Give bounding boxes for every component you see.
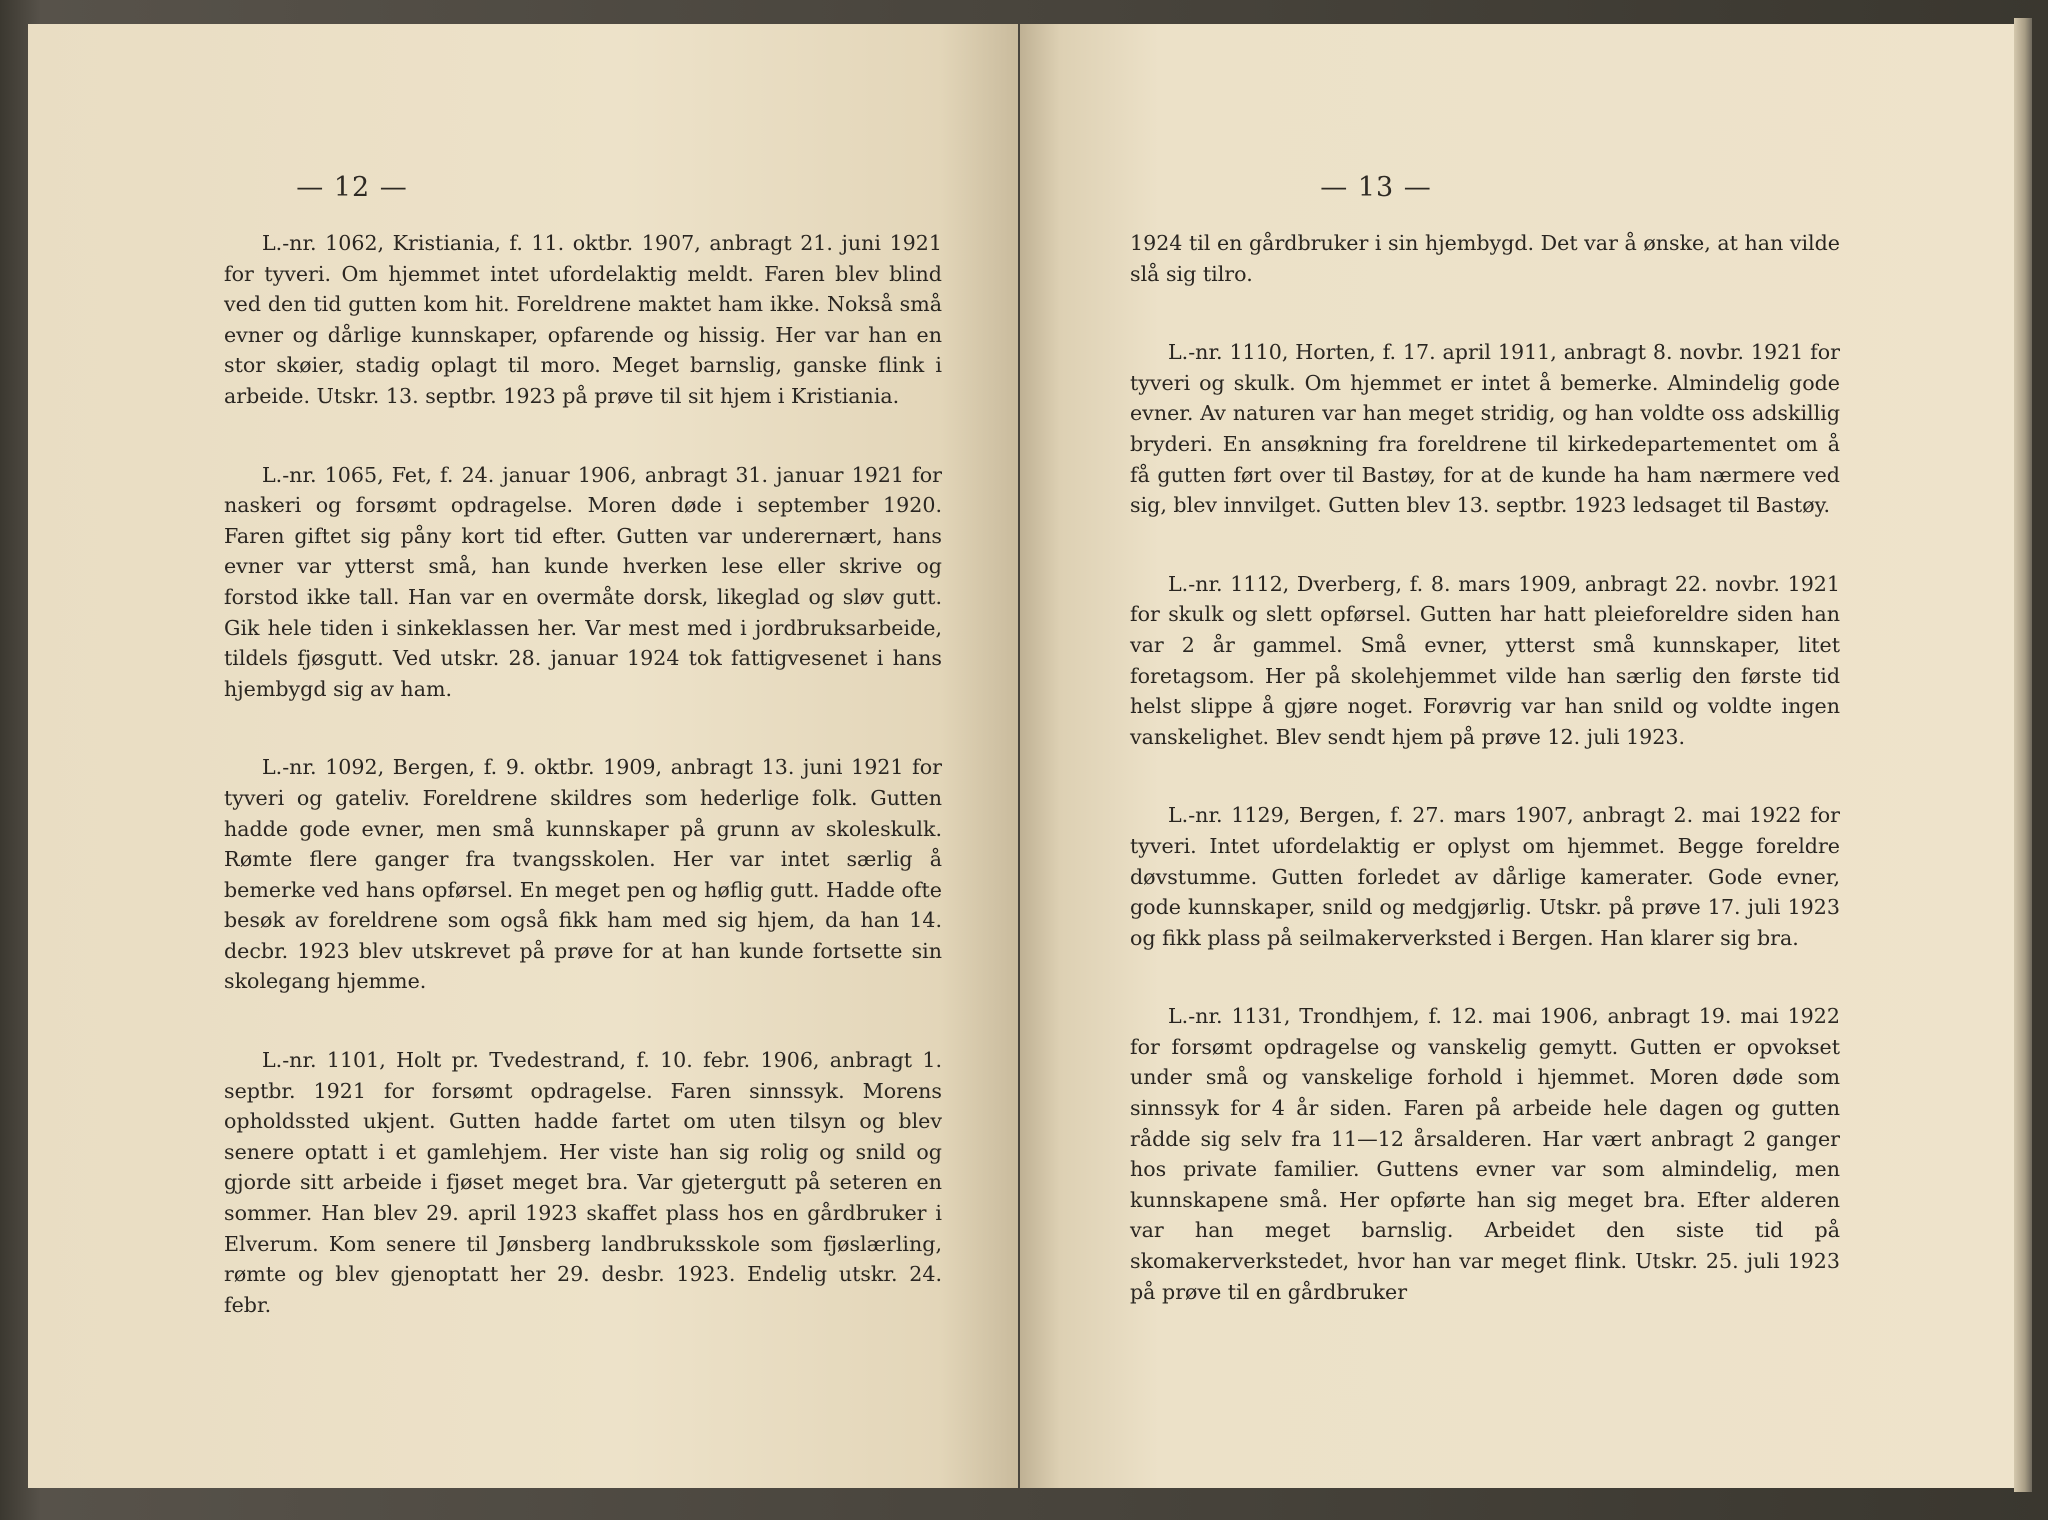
left-page-body: [224, 228, 942, 1320]
record-entry-1092: L.-nr. 1092, Bergen, f. 9. oktbr. 1909, anbragt 13. juni 1921 for tyveri og gateliv. Foreldrene skildres som hederlige folk. Gutten hadde gode evner, men små kunnskaper på grunn av skoleskulk. Rømte flere ganger fra tvangsskolen. Her var intet særlig å bemerke ved hans opførsel. En meget pen og høflig gutt. Hadde ofte besøk av foreldrene som også fikk ham med sig hjem, da han 14. decbr. 1923 blev utskrevet på prøve for at han kunde fortsette sin skolegang hjemme.: [224, 755, 942, 994]
record-entry-1101: L.-nr. 1101, Holt pr. Tvedestrand, f. 10. febr. 1906, anbragt 1. septbr. 1921 for forsømt opdragelse. Faren sinnssyk. Morens opholdssted ukjent. Gutten hadde fartet om uten tilsyn og blev senere optatt i et gamlehjem. Her viste han sig rolig og snild og gjorde sitt arbeide i fjøset meget bra. Var gjetergutt på seteren en sommer. Han blev 29. april 1923 skaffet plass hos en gårdbruker i Elverum. Kom senere til Jønsberg landbruksskole som fjøslærling, rømte og blev gjenoptatt her 29. desbr. 1923. Endelig utskr. 24. febr.: [224, 1048, 942, 1317]
record-entry-1062: L.-nr. 1062, Kristiania, f. 11. oktbr. 1907, anbragt 21. juni 1921 for tyveri. Om hjemmet intet ufordelaktig meldt. Faren blev blind ved den tid gutten kom hit. Foreldrene maktet ham ikke. Nokså små evner og dårlige kunnskaper, opfarende og hissig. Her var han en stor skøier, stadig oplagt til moro. Meget barnslig, ganske flink i arbeide. Utskr. 13. septbr. 1923 på prøve til sit hjem i Kristiania.: [224, 231, 942, 408]
right-page: [1020, 24, 2014, 1488]
record-entry-1101-continued: 1924 til en gårdbruker i sin hjembygd. Det var å ønske, at han vilde slå sig tilro.: [1130, 231, 1840, 286]
right-page-body: [1130, 228, 1840, 1307]
record-entry-1065: L.-nr. 1065, Fet, f. 24. januar 1906, anbragt 31. januar 1921 for naskeri og forsømt opdragelse. Moren døde i september 1920. Faren giftet sig pånу kort tid efter. Gutten var underernært, hans evner var ytterst små, han kunde hverken lese eller skrive og forstod ikke tall. Han var en overmåte dorsk, likeglad og sløv gutt. Gik hele tiden i sinkeklassen her. Var mest med i jordbruksarbeide, tildels fjøsgutt. Ved utskr. 28. januar 1924 tok fattigvesenet i hans hjembygd sig av ham.: [224, 462, 942, 701]
book-edge: [2014, 18, 2032, 1492]
page-number-left: — 12 —: [296, 172, 408, 203]
record-entry-1112: L.-nr. 1112, Dverberg, f. 8. mars 1909, anbragt 22. novbr. 1921 for skulk og slett opførsel. Gutten har hatt pleieforeldre siden han var 2 år gammel. Små evner, ytterst små kunnskaper, litet foretagsom. Her på skolehjemmet vilde han særlig den første tid helst slippe å gjøre noget. Forøvrig var han snild og voldte ingen vanskelighet. Blev sendt hjem på prøve 12. juli 1923.: [1130, 571, 1840, 749]
left-page: [28, 24, 1018, 1488]
record-entry-1129: L.-nr. 1129, Bergen, f. 27. mars 1907, anbragt 2. mai 1922 for tyveri. Intet ufordelaktig er oplyst om hjemmet. Begge foreldre døvstumme. Gutten forledet av dårlige kamerater. Gode evner, gode kunnskaper, snild og medgjørlig. Utskr. på prøve 17. juli 1923 og fikk plass på seilmakerverksted i Bergen. Han klarer sig bra.: [1130, 803, 1840, 950]
record-entry-1131: L.-nr. 1131, Trondhjem, f. 12. mai 1906, anbragt 19. mai 1922 for forsømt opdragelse og vanskelig gemytt. Gutten er opvokset under små og vanskelige forhold i hjemmet. Moren døde som sinnssyk for 4 år siden. Faren på arbeide hele dagen og gutten rådde sig selv fra 11—12 årsalderen. Har vært anbragt 2 ganger hos private familier. Guttens evner var som almindelig, men kunnskapene små. Her opførte han sig meget bra. Efter alderen var han meget barnslig. Arbeidet den siste tid på skomakerverkstedet, hvor han var meget flink. Utskr. 25. juli 1923 på prøve til en gårdbruker: [1130, 1004, 1840, 1304]
record-entry-1110: L.-nr. 1110, Horten, f. 17. april 1911, anbragt 8. novbr. 1921 for tyveri og skulk. Om hjemmet er intet å bemerke. Almindelig gode evner. Av naturen var han meget stridig, og han voldte oss adskillig bryderi. En ansøkning fra foreldrene til kirkedepartementet om å få gutten ført over til Bastøy, for at de kunde ha ham nærmere ved sig, blev innvilget. Gutten blev 13. septbr. 1923 ledsaget til Bastøy.: [1130, 340, 1840, 518]
page-number-right: — 13 —: [1320, 172, 1432, 203]
